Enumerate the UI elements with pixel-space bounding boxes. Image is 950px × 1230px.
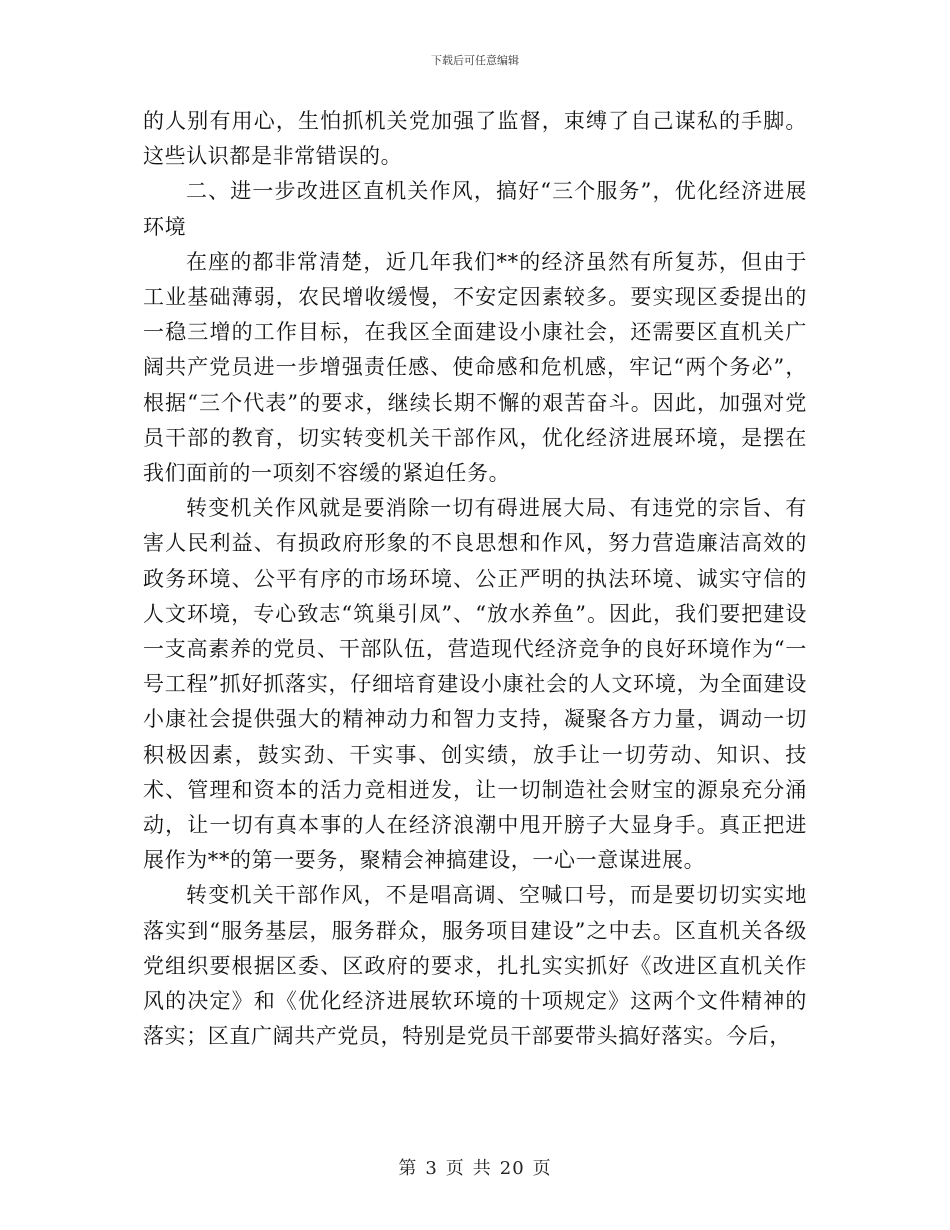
page-label: 共 [472,1158,492,1179]
document-body [143,104,807,1054]
page-label: 页 [532,1158,552,1179]
page-label: 第 [398,1158,418,1179]
paragraph: 转变机关作风就是要消除一切有碍进展大局、有违党的宗旨、有害人民利益、有损政府形象的不良思想和作风，努力营造廉洁高效的政务环境、公平有序的市场环境、公正严明的执法环境、诚实守信的人文环境，专心致志“筑巢引凤”、“放水养鱼”。因此，我们要把建设一支高素养的党员、干部队伍，营造现代经济竞争的良好环境作为“一号工程”抓好抓落实，仔细培育建设小康社会的人文环境，为全面建设小康社会提供强大的精神动力和智力支持，凝聚各方力量，调动一切积极因素，鼓实劲、干实事、创实绩，放手让一切劳动、知识、技术、管理和资本的活力竞相迸发，让一切制造社会财宝的源泉充分涌动，让一切有真本事的人在经济浪潮中甩开膀子大显身手。真正把进展作为**的第一要务，聚精会神搞建设，一心一意谋进展。 [143,496,807,873]
page-total-number: 20 [499,1158,525,1179]
paragraph-continuation: 的人别有用心，生怕抓机关党加强了监督，束缚了自己谋私的手脚。这些认识都是非常错误的。 [143,109,807,169]
section-heading: 二、进一步改进区直机关作风，搞好“三个服务”，优化经济进展环境 [143,179,807,239]
page-footer [0,1154,950,1180]
page-header: 下载后可任意编辑 [431,54,519,67]
paragraph: 转变机关干部作风，不是唱高调、空喊口号，而是要切切实实地落实到“服务基层，服务群众，服务项目建设”之中去。区直机关各级党组织要根据区委、区政府的要求，扎扎实实抓好《改进区直机关作风的决定》和《优化经济进展软环境的十项规定》这两个文件精神的落实；区直广阔共产党员，特别是党员干部要带头搞好落实。今后， [143,883,807,1049]
paragraph: 在座的都非常清楚，近几年我们**的经济虽然有所复苏，但由于工业基础薄弱，农民增收缓慢，不安定因素较多。要实现区委提出的一稳三增的工作目标，在我区全面建设小康社会，还需要区直机关广阔共产党员进一步增强责任感、使命感和危机感，牢记“两个务必”，根据“三个代表”的要求，继续长期不懈的艰苦奋斗。因此，加强对党员干部的教育，切实转变机关干部作风，优化经济进展环境，是摆在我们面前的一项刻不容缓的紧迫任务。 [143,249,807,486]
page-current-number: 3 [425,1158,438,1179]
page-label: 页 [445,1158,465,1179]
